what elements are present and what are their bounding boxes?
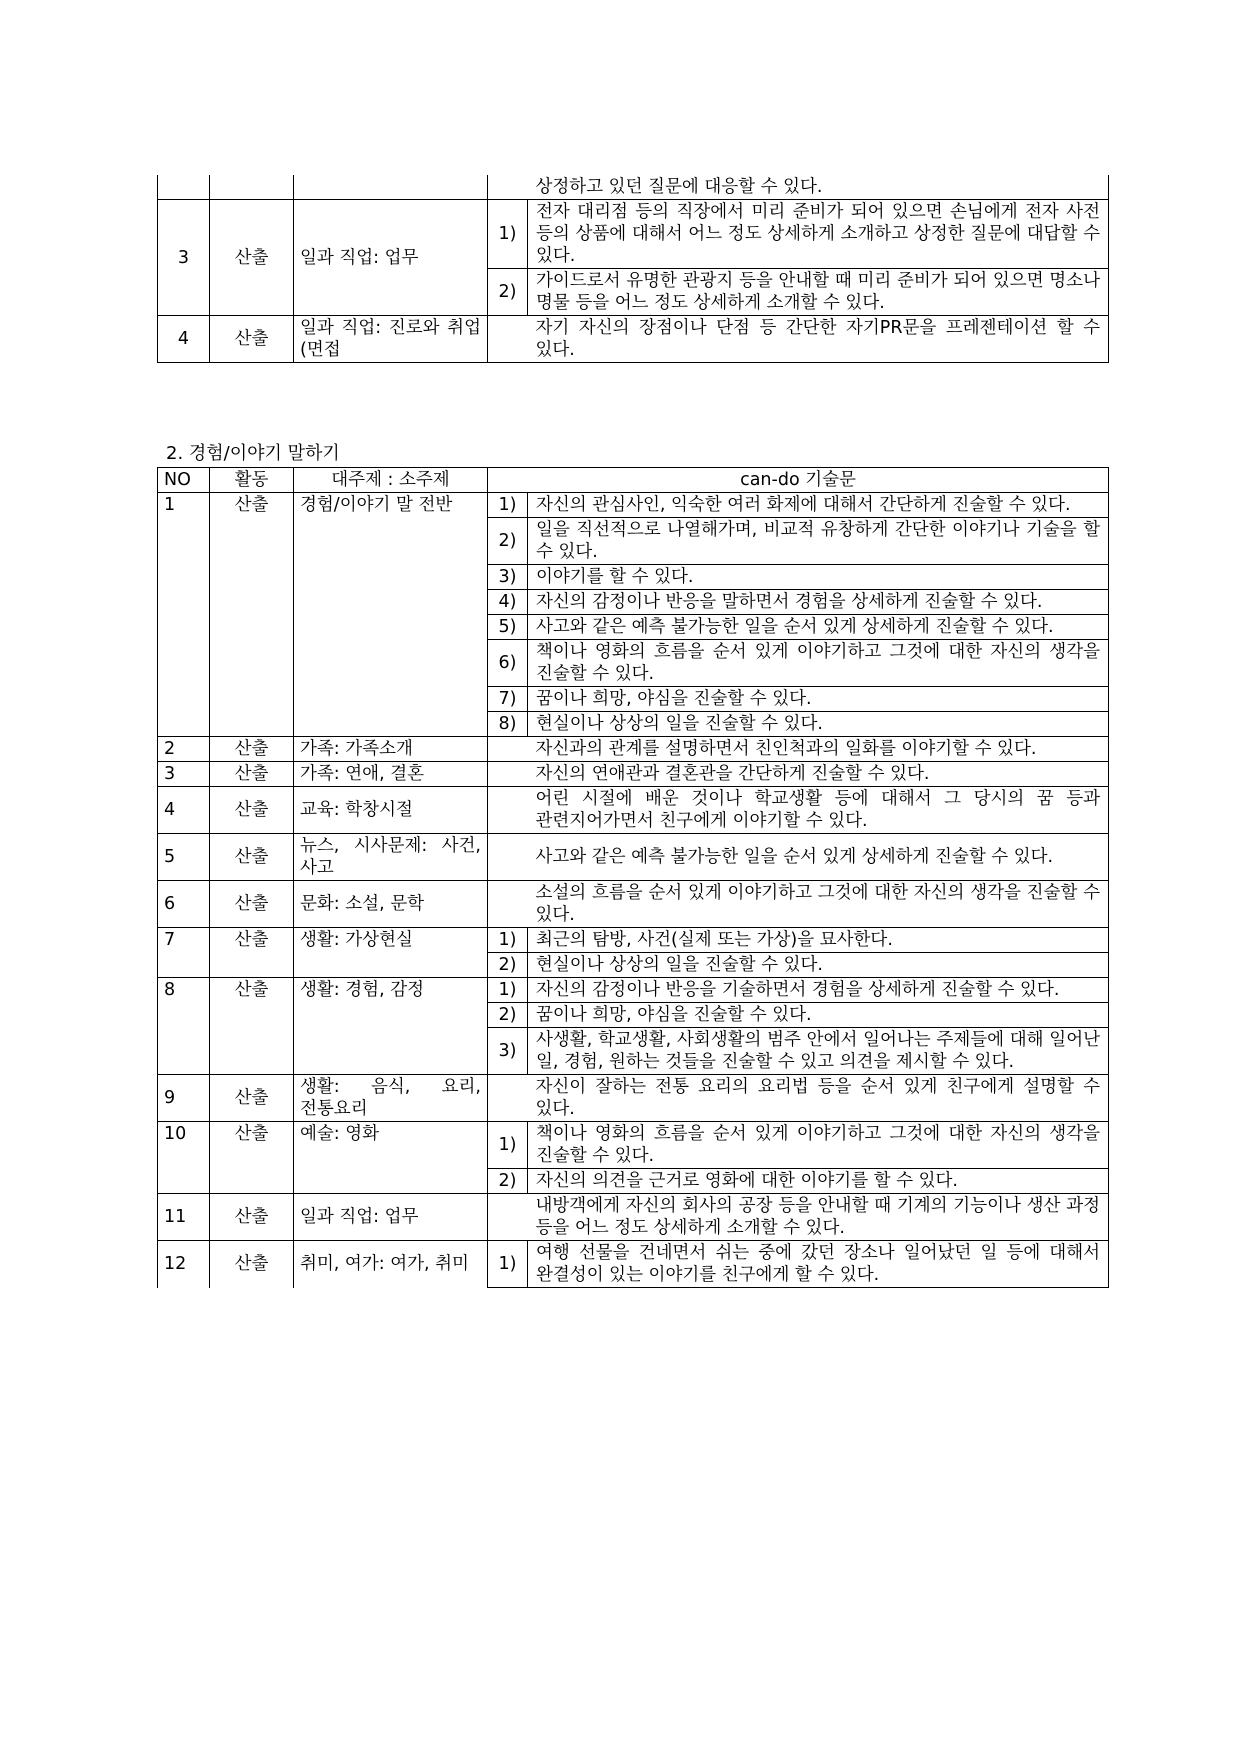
cell-activity: 산출 <box>210 493 294 737</box>
cell-item-number: 1) <box>488 978 528 1003</box>
cell-cando-text: 소설의 흐름을 순서 있게 이야기하고 그것에 대한 자신의 생각을 진술할 수 있다. <box>528 881 1109 928</box>
cell-cando-text: 자신과의 관계를 설명하면서 친인척과의 일화를 이야기할 수 있다. <box>528 737 1109 762</box>
cell-no: 10 <box>158 1122 210 1194</box>
cell-cando-text: 책이나 영화의 흐름을 순서 있게 이야기하고 그것에 대한 자신의 생각을 진술할 수 있다. <box>528 640 1109 687</box>
cell-item-number: 7) <box>488 687 528 712</box>
table-row <box>158 834 1109 881</box>
cell-item-number: 3) <box>488 1028 528 1075</box>
cell-cando-text: 현실이나 상상의 일을 진술할 수 있다. <box>528 953 1109 978</box>
cell-activity: 산출 <box>210 834 294 881</box>
cell-activity <box>210 175 294 200</box>
cell-item-number: 1) <box>488 1122 528 1169</box>
cell-topic: 생활: 음식, 요리, 전통요리 <box>294 1075 488 1122</box>
cell-topic <box>294 175 488 200</box>
cell-item-number: 2) <box>488 1003 528 1028</box>
cell-item-number: 4) <box>488 590 528 615</box>
table-row <box>158 200 1109 269</box>
cell-cando-text: 자신의 감정이나 반응을 말하면서 경험을 상세하게 진술할 수 있다. <box>528 590 1109 615</box>
cell-item-number <box>488 834 528 881</box>
cell-no: 11 <box>158 1194 210 1241</box>
header-no: NO <box>158 468 210 493</box>
cell-item-number <box>488 1075 528 1122</box>
cell-item-number: 2) <box>488 1169 528 1194</box>
cell-topic: 일과 직업: 업무 <box>294 1194 488 1241</box>
cell-cando-text: 사고와 같은 예측 불가능한 일을 순서 있게 상세하게 진술할 수 있다. <box>528 615 1109 640</box>
cell-cando-text: 꿈이나 희망, 야심을 진술할 수 있다. <box>528 687 1109 712</box>
header-cando: can-do 기술문 <box>488 468 1109 493</box>
table-row <box>158 1075 1109 1122</box>
cell-cando-text: 일을 직선적으로 나열해가며, 비교적 유창하게 간단한 이야기나 기술을 할 수 있다. <box>528 518 1109 565</box>
cell-activity: 산출 <box>210 978 294 1075</box>
table-row <box>158 175 1109 200</box>
cell-cando-text: 자신의 감정이나 반응을 기술하면서 경험을 상세하게 진술할 수 있다. <box>528 978 1109 1003</box>
cell-item-number: 6) <box>488 640 528 687</box>
cell-activity: 산출 <box>210 316 294 363</box>
cell-topic: 일과 직업: 업무 <box>294 200 488 316</box>
cell-no: 4 <box>158 316 210 363</box>
cell-topic: 생활: 경험, 감정 <box>294 978 488 1075</box>
cell-cando-text: 자신이 잘하는 전통 요리의 요리법 등을 순서 있게 친구에게 설명할 수 있다. <box>528 1075 1109 1122</box>
cell-cando-text: 사생활, 학교생활, 사회생활의 범주 안에서 일어나는 주제들에 대해 일어난 일, 경험, 원하는 것들을 진술할 수 있고 의견을 제시할 수 있다. <box>528 1028 1109 1075</box>
cell-cando-text: 사고와 같은 예측 불가능한 일을 순서 있게 상세하게 진술할 수 있다. <box>528 834 1109 881</box>
cell-cando-text: 가이드로서 유명한 관광지 등을 안내할 때 미리 준비가 되어 있으면 명소나 명물 등을 어느 정도 상세하게 소개할 수 있다. <box>528 269 1109 316</box>
cell-item-number: 1) <box>488 928 528 953</box>
cell-topic: 예술: 영화 <box>294 1122 488 1194</box>
cell-activity: 산출 <box>210 1122 294 1194</box>
cell-no: 4 <box>158 787 210 834</box>
cell-no: 12 <box>158 1241 210 1288</box>
cell-topic: 가족: 가족소개 <box>294 737 488 762</box>
cell-cando-text: 현실이나 상상의 일을 진술할 수 있다. <box>528 712 1109 737</box>
cell-activity: 산출 <box>210 737 294 762</box>
table-row <box>158 762 1109 787</box>
cell-topic: 가족: 연애, 결혼 <box>294 762 488 787</box>
table-row <box>158 493 1109 518</box>
cell-item-number <box>488 1194 528 1241</box>
cell-activity: 산출 <box>210 928 294 978</box>
cell-cando-text: 자신의 의견을 근거로 영화에 대한 이야기를 할 수 있다. <box>528 1169 1109 1194</box>
cell-cando-text: 내방객에게 자신의 회사의 공장 등을 안내할 때 기계의 기능이나 생산 과정 등을 어느 정도 상세하게 소개할 수 있다. <box>528 1194 1109 1241</box>
section-title: 2. 경험/이야기 말하기 <box>166 443 340 464</box>
cell-cando-text: 최근의 탐방, 사건(실제 또는 가상)을 묘사한다. <box>528 928 1109 953</box>
cell-activity: 산출 <box>210 200 294 316</box>
cell-activity: 산출 <box>210 1194 294 1241</box>
cell-no: 3 <box>158 200 210 316</box>
cell-item-number: 5) <box>488 615 528 640</box>
table-experience-speaking <box>157 467 1109 1288</box>
table-row <box>158 737 1109 762</box>
cell-cando-text: 자신의 관심사인, 익숙한 여러 화제에 대해서 간단하게 진술할 수 있다. <box>528 493 1109 518</box>
table-row <box>158 316 1109 363</box>
cell-activity: 산출 <box>210 881 294 928</box>
cell-topic: 뉴스, 시사문제: 사건, 사고 <box>294 834 488 881</box>
cell-no: 1 <box>158 493 210 737</box>
cell-no: 7 <box>158 928 210 978</box>
cell-cando-text: 전자 대리점 등의 직장에서 미리 준비가 되어 있으면 손님에게 전자 사전 등의 상품에 대해서 어느 정도 상세하게 소개하고 상정한 질문에 대답할 수 있다. <box>528 200 1109 269</box>
cell-no: 9 <box>158 1075 210 1122</box>
cell-item-number: 2) <box>488 518 528 565</box>
cell-item-number: 3) <box>488 565 528 590</box>
cell-activity: 산출 <box>210 762 294 787</box>
table-row <box>158 881 1109 928</box>
cell-topic: 문화: 소설, 문학 <box>294 881 488 928</box>
table-header-row <box>158 468 1109 493</box>
cell-no <box>158 175 210 200</box>
cell-cando-text: 이야기를 할 수 있다. <box>528 565 1109 590</box>
cell-item-number <box>488 787 528 834</box>
cell-cando-text: 여행 선물을 건네면서 쉬는 중에 갔던 장소나 일어났던 일 등에 대해서 완결성이 있는 이야기를 친구에게 할 수 있다. <box>528 1241 1109 1288</box>
cell-topic: 교육: 학창시절 <box>294 787 488 834</box>
cell-topic: 생활: 가상현실 <box>294 928 488 978</box>
cell-cando-text: 상정하고 있던 질문에 대응할 수 있다. <box>528 175 1109 200</box>
cell-item-number: 1) <box>488 1241 528 1288</box>
table-row <box>158 928 1109 953</box>
cell-item-number: 1) <box>488 200 528 269</box>
cell-item-number: 8) <box>488 712 528 737</box>
cell-activity: 산출 <box>210 1075 294 1122</box>
cell-no: 5 <box>158 834 210 881</box>
header-topic: 대주제 : 소주제 <box>294 468 488 493</box>
cell-topic: 경험/이야기 말 전반 <box>294 493 488 737</box>
cell-topic: 취미, 여가: 여가, 취미 <box>294 1241 488 1288</box>
table-row <box>158 787 1109 834</box>
cell-activity: 산출 <box>210 787 294 834</box>
cell-item-number: 1) <box>488 493 528 518</box>
cell-item-number <box>488 881 528 928</box>
cell-cando-text: 자신의 연애관과 결혼관을 간단하게 진술할 수 있다. <box>528 762 1109 787</box>
header-activity: 활동 <box>210 468 294 493</box>
cell-cando-text: 꿈이나 희망, 야심을 진술할 수 있다. <box>528 1003 1109 1028</box>
cell-cando-text: 어린 시절에 배운 것이나 학교생활 등에 대해서 그 당시의 꿈 등과 관련지어가면서 친구에게 이야기할 수 있다. <box>528 787 1109 834</box>
cell-cando-text: 책이나 영화의 흐름을 순서 있게 이야기하고 그것에 대한 자신의 생각을 진술할 수 있다. <box>528 1122 1109 1169</box>
table-continued <box>157 175 1109 363</box>
table-row <box>158 1241 1109 1288</box>
cell-item-number: 2) <box>488 953 528 978</box>
cell-item-number <box>488 762 528 787</box>
cell-item-number <box>488 316 528 363</box>
cell-no: 8 <box>158 978 210 1075</box>
table-row <box>158 1194 1109 1241</box>
cell-no: 3 <box>158 762 210 787</box>
table-row <box>158 978 1109 1003</box>
cell-cando-text: 자기 자신의 장점이나 단점 등 간단한 자기PR문을 프레젠테이션 할 수 있다. <box>528 316 1109 363</box>
cell-item-number: 2) <box>488 269 528 316</box>
cell-activity: 산출 <box>210 1241 294 1288</box>
table-row <box>158 1122 1109 1169</box>
cell-no: 6 <box>158 881 210 928</box>
cell-item-number <box>488 175 528 200</box>
cell-topic: 일과 직업: 진로와 취업(면접 <box>294 316 488 363</box>
cell-item-number <box>488 737 528 762</box>
cell-no: 2 <box>158 737 210 762</box>
